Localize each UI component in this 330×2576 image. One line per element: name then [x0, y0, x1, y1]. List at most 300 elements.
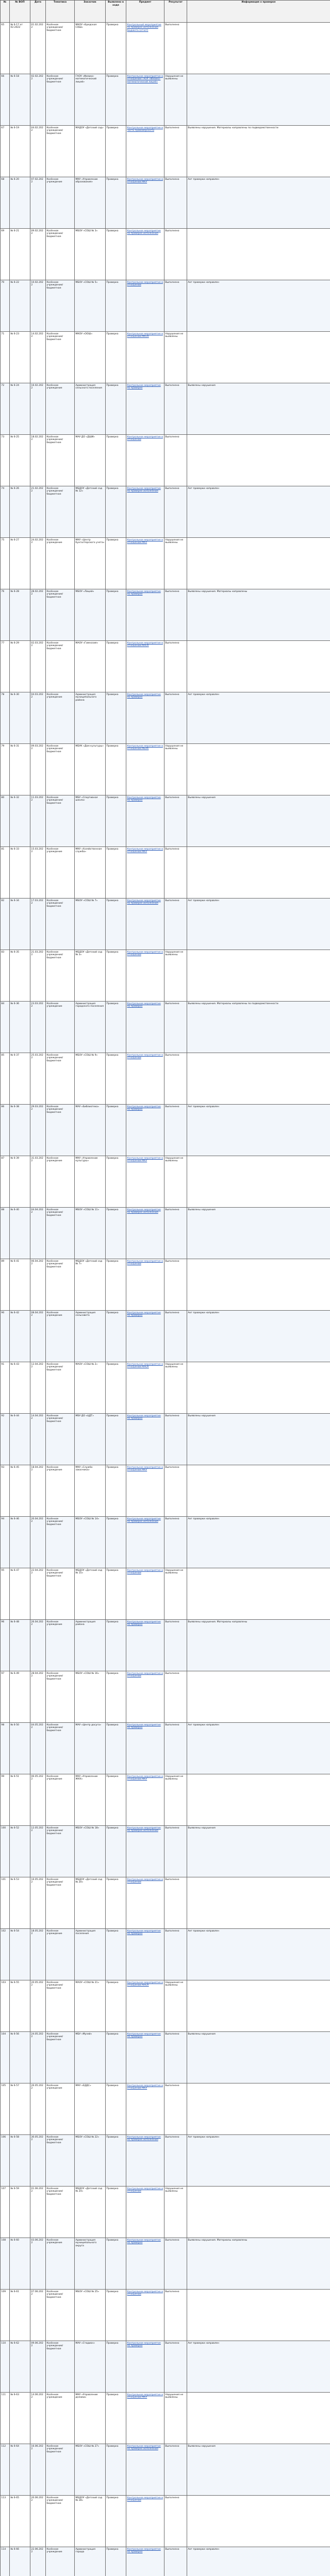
info-cell — [187, 1671, 330, 1723]
topic-cell: Казённое учреждение/ бюджетное — [46, 1105, 75, 1156]
subject-cell[interactable]: Контрольное мероприятие в отношении — [126, 2496, 164, 2547]
result-cell: Выполнено — [164, 1311, 187, 1362]
info-cell: Акт проверки направлен — [187, 1517, 330, 1568]
row-number: 90 — [1, 1311, 10, 1362]
found-cell: Проверка — [106, 589, 126, 641]
result-cell: Выполнено — [164, 1517, 187, 1568]
result-cell: Выполнено — [164, 2496, 187, 2547]
table-row — [1, 2187, 330, 2238]
info-cell — [187, 1465, 330, 1517]
result-cell: Выполнено — [164, 1929, 187, 1980]
date-cell: 11.03.2022 — [30, 795, 46, 847]
info-cell: Выявлены нарушения. Материалы направлены по подведомственности — [187, 126, 330, 177]
date-cell: 24.02.2022 — [30, 538, 46, 589]
subject-cell[interactable]: Контрольное мероприятие по проверке — [126, 589, 164, 641]
column-header: № ВОП — [10, 1, 30, 23]
date-cell: 14.06.2022 — [30, 2393, 46, 2444]
result-cell: Выполнено — [164, 1053, 187, 1105]
table-header-row — [1, 1, 330, 23]
subject-cell[interactable]: Контрольное мероприятие по проверке — [126, 1414, 164, 1465]
table-row — [1, 1002, 330, 1053]
date-cell: 01.06.2022 — [30, 2187, 46, 2238]
row-number: 101 — [1, 1877, 10, 1929]
subject-cell[interactable]: Контрольное мероприятие в отношении ГАОУ «Физико-математический лицей» — [126, 74, 164, 126]
customer-cell: МКУ «Служба заказчика» — [75, 1465, 106, 1517]
found-cell: Проверка — [106, 2187, 126, 2238]
table-row — [1, 486, 330, 538]
info-cell — [187, 2290, 330, 2341]
date-cell: 31.03.2022 — [30, 1156, 46, 1208]
subject-cell[interactable]: Контрольное мероприятие по проверке — [126, 692, 164, 744]
subject-cell[interactable]: Контрольное мероприятие по проверке — [126, 795, 164, 847]
found-cell: Проверка — [106, 1671, 126, 1723]
row-number: 81 — [1, 847, 10, 899]
date-cell: 21.02.2022 — [30, 486, 46, 538]
result-cell: Выполнено — [164, 2547, 187, 2576]
info-cell — [187, 1774, 330, 1826]
info-cell — [187, 23, 330, 74]
vop-number: № 6-38 — [10, 1105, 30, 1156]
topic-cell: Казённое учреждение/ бюджетное — [46, 2290, 75, 2341]
subject-cell[interactable]: Контрольное мероприятие по проверке исполнения — [126, 2135, 164, 2187]
customer-cell: МБОУ «СОШ № 16» — [75, 1671, 106, 1723]
row-number: 76 — [1, 589, 10, 641]
result-cell: Нарушения не выявлены — [164, 1980, 187, 2032]
date-cell: 03.06.2022 — [30, 2238, 46, 2290]
table-row — [1, 126, 330, 177]
table-row — [1, 2083, 330, 2135]
customer-cell: МКУ «Центр бухгалтерского учета» — [75, 538, 106, 589]
subject-cell[interactable]: Контрольное мероприятие в отношении МКУ — [126, 2393, 164, 2444]
topic-cell: Казённое учреждение/ бюджетное — [46, 1208, 75, 1259]
row-number: 82 — [1, 899, 10, 950]
date-cell: 04.05.2022 — [30, 1723, 46, 1774]
row-number: 98 — [1, 1723, 10, 1774]
customer-cell: Администрация сельсовета — [75, 1311, 106, 1362]
result-cell: Выполнено — [164, 229, 187, 280]
topic-cell: Казённое учреждение — [46, 1929, 75, 1980]
row-number: 80 — [1, 795, 10, 847]
vop-number: № 6-52 — [10, 1826, 30, 1877]
subject-cell[interactable]: Контрольное мероприятие в отношении МКУ — [126, 847, 164, 899]
info-cell: Акт проверки направлен — [187, 1311, 330, 1362]
subject-cell[interactable]: Контрольное мероприятие в отношении — [126, 2187, 164, 2238]
row-number: 69 — [1, 229, 10, 280]
topic-cell: Казённое учреждение — [46, 1465, 75, 1517]
customer-cell: МАОУ «СОШ № 21» — [75, 1980, 106, 2032]
subject-cell[interactable]: Контрольное мероприятие в отношении — [126, 2290, 164, 2341]
info-cell — [187, 1362, 330, 1414]
topic-cell: Казённое учреждение/ бюджетное — [46, 2444, 75, 2496]
customer-cell: МБДОУ «Детский сад № 24» — [75, 2187, 106, 2238]
date-cell: 12.05.2022 — [30, 1826, 46, 1877]
table-row — [1, 538, 330, 589]
info-cell: Выявлены нарушения — [187, 2444, 330, 2496]
vop-number: № 6-26 — [10, 486, 30, 538]
info-cell — [187, 74, 330, 126]
column-header: Выявлено в ходе — [106, 1, 126, 23]
subject-cell[interactable]: Контрольное мероприятие по проверке — [126, 2341, 164, 2393]
subject-cell[interactable]: Контрольное мероприятие по проверке — [126, 2238, 164, 2290]
table-row — [1, 2341, 330, 2393]
subject-cell[interactable]: Контрольное мероприятие в отношении МКУ — [126, 538, 164, 589]
subject-cell[interactable]: Контрольное мероприятие по проверке — [126, 1311, 164, 1362]
row-number: 71 — [1, 332, 10, 383]
row-number: 73 — [1, 435, 10, 486]
table-row — [1, 1568, 330, 1620]
vop-number: № 6-36 — [10, 1002, 30, 1053]
vop-number: № 6-30 — [10, 692, 30, 744]
table-row — [1, 1980, 330, 2032]
table-row — [1, 2032, 330, 2083]
topic-cell: Казённое учреждение/ бюджетное — [46, 435, 75, 486]
vop-number: № 6-34 — [10, 899, 30, 950]
row-number: 110 — [1, 2341, 10, 2393]
table-row — [1, 23, 330, 74]
info-cell — [187, 847, 330, 899]
customer-cell: МКОУ «Бредская СОШ» — [75, 23, 106, 74]
subject-cell[interactable]: Контрольное мероприятие в отношении — [126, 1053, 164, 1105]
subject-cell[interactable]: Контрольное мероприятие по проверке — [126, 1620, 164, 1671]
date-cell: 09.03.2022 — [30, 744, 46, 795]
row-number: 109 — [1, 2290, 10, 2341]
topic-cell: Казённое учреждение/ бюджетное — [46, 1671, 75, 1723]
customer-cell: МБДОУ «Детский сад № 20» — [75, 1877, 106, 1929]
info-cell: Выявлены нарушения. Материалы направлены по подведомственности — [187, 1002, 330, 1053]
table-row — [1, 1414, 330, 1465]
topic-cell: Казённое учреждение/ бюджетное — [46, 126, 75, 177]
customer-cell: МБОУ «Лицей» — [75, 589, 106, 641]
subject-cell[interactable]: Контрольное мероприятие в отношении МАОУ — [126, 1980, 164, 2032]
table-row — [1, 1826, 330, 1877]
table-row — [1, 435, 330, 486]
row-number: 100 — [1, 1826, 10, 1877]
topic-cell: Казённое учреждение/ бюджетное — [46, 2135, 75, 2187]
found-cell: Проверка — [106, 1105, 126, 1156]
found-cell: Проверка — [106, 1259, 126, 1311]
topic-cell: Казённое учреждение/ бюджетное — [46, 641, 75, 692]
customer-cell: Администрация города — [75, 2547, 106, 2576]
table-row — [1, 899, 330, 950]
subject-cell[interactable]: Контрольное мероприятие в отношении МКУ — [126, 1156, 164, 1208]
topic-cell: Казённое учреждение/ бюджетное — [46, 795, 75, 847]
table-row — [1, 1465, 330, 1517]
info-cell — [187, 229, 330, 280]
date-cell: 10.02.2022 — [30, 280, 46, 332]
found-cell: Проверка — [106, 1826, 126, 1877]
customer-cell: МБДОУ «Детский сад № 7» — [75, 1259, 106, 1311]
date-cell: 24.05.2022 — [30, 2032, 46, 2083]
subject-cell[interactable]: Контрольное мероприятие в отношении МКУ — [126, 1774, 164, 1826]
result-cell: Выполнено — [164, 1259, 187, 1311]
vop-number: № 6-20 — [10, 177, 30, 229]
date-cell: 18.05.2022 — [30, 1929, 46, 1980]
vop-number: № 6-63 — [10, 2393, 30, 2444]
date-cell: 04.04.2022 — [30, 1208, 46, 1259]
topic-cell: Казённое учреждение/ бюджетное — [46, 744, 75, 795]
vop-number: № 6-51 — [10, 1774, 30, 1826]
found-cell: Проверка — [106, 1156, 126, 1208]
result-cell: Выполнено — [164, 435, 187, 486]
subject-cell[interactable]: Контрольное мероприятие по проверке — [126, 2547, 164, 2576]
table-row — [1, 1517, 330, 1568]
row-number: 91 — [1, 1362, 10, 1414]
subject-cell[interactable]: Контрольное мероприятие в отношении — [126, 950, 164, 1002]
row-number: 87 — [1, 1156, 10, 1208]
subject-cell[interactable]: Контрольное мероприятие в отношении МКУ — [126, 177, 164, 229]
topic-cell: Казённое учреждение/ бюджетное — [46, 1259, 75, 1311]
date-cell: 09.02.2022 — [30, 229, 46, 280]
subject-cell[interactable]: Контрольное мероприятие по проверке — [126, 1002, 164, 1053]
customer-cell: МБОУ «СОШ № 14» — [75, 1517, 106, 1568]
column-header: Дата — [30, 1, 46, 23]
customer-cell: МАУ «Стадион» — [75, 2341, 106, 2393]
result-cell: Выполнено — [164, 899, 187, 950]
vop-number: № 6-21 — [10, 229, 30, 280]
found-cell: Проверка — [106, 2290, 126, 2341]
topic-cell: Казённое учреждение — [46, 692, 75, 744]
column-header: Предмет — [126, 1, 164, 23]
topic-cell: Казённое учреждение/ бюджетное — [46, 2187, 75, 2238]
info-cell: Выявлены нарушения. Материалы направлены — [187, 2238, 330, 2290]
row-number: 106 — [1, 2135, 10, 2187]
date-cell: 25.03.2022 — [30, 1053, 46, 1105]
table-row — [1, 383, 330, 435]
table-row — [1, 2444, 330, 2496]
info-cell — [187, 332, 330, 383]
info-cell: Акт проверки направлен — [187, 177, 330, 229]
topic-cell: Казённое учреждение/ бюджетное — [46, 950, 75, 1002]
customer-cell: МАОУ «Гимназия» — [75, 641, 106, 692]
found-cell: Проверка — [106, 383, 126, 435]
found-cell: Проверка — [106, 1620, 126, 1671]
customer-cell: МАОУ «СОШ № 2» — [75, 1362, 106, 1414]
info-cell: Акт проверки направлен — [187, 1723, 330, 1774]
table-row — [1, 2238, 330, 2290]
info-cell — [187, 1156, 330, 1208]
date-cell: 09.06.2022 — [30, 2341, 46, 2393]
subject-cell[interactable]: Контрольное мероприятие в отношении МАОУ — [126, 1362, 164, 1414]
found-cell: Проверка — [106, 177, 126, 229]
row-number: 65 — [1, 23, 10, 74]
subject-cell[interactable]: Контрольное мероприятие по проверке исполнения — [126, 1517, 164, 1568]
result-cell: Выполнено — [164, 1723, 187, 1774]
topic-cell: Казённое учреждение/ бюджетное — [46, 1053, 75, 1105]
found-cell: Проверка — [106, 2444, 126, 2496]
table-row — [1, 1620, 330, 1671]
customer-cell: МБОУ «СОШ № 5» — [75, 280, 106, 332]
date-cell: 20.06.2022 — [30, 2496, 46, 2547]
info-cell — [187, 2393, 330, 2444]
vop-number: № 6-46 — [10, 1517, 30, 1568]
table-row — [1, 950, 330, 1002]
info-cell: Акт проверки направлен — [187, 1105, 330, 1156]
topic-cell: Казённое учреждение/ бюджетное — [46, 1414, 75, 1465]
subject-cell[interactable]: Контрольное мероприятие в отношении МАОУ — [126, 641, 164, 692]
info-cell: Выявлены нарушения — [187, 1826, 330, 1877]
row-number: 114 — [1, 2547, 10, 2576]
subject-cell[interactable]: Контрольное мероприятие по проверке — [126, 1929, 164, 1980]
row-number: 103 — [1, 1980, 10, 2032]
result-cell: Нарушения не выявлены — [164, 74, 187, 126]
subject-cell[interactable]: Контрольное мероприятие в отношении МКУ — [126, 1465, 164, 1517]
date-cell: 26.04.2022 — [30, 1620, 46, 1671]
found-cell: Проверка — [106, 899, 126, 950]
found-cell: Проверка — [106, 2083, 126, 2135]
found-cell: Проверка — [106, 692, 126, 744]
result-cell: Выполнено — [164, 2290, 187, 2341]
customer-cell: Администрация района — [75, 1620, 106, 1671]
found-cell: Проверка — [106, 847, 126, 899]
date-cell: 18.04.2022 — [30, 1465, 46, 1517]
date-cell: 28.04.2022 — [30, 1671, 46, 1723]
result-cell: Выполнено — [164, 2135, 187, 2187]
subject-cell[interactable]: Контрольное мероприятие в отношении — [126, 280, 164, 332]
table-row — [1, 2135, 330, 2187]
subject-cell[interactable]: Контрольное мероприятие по проверке — [126, 383, 164, 435]
topic-cell: Казённое учреждение/ бюджетное — [46, 2496, 75, 2547]
topic-cell: Казённое учреждение — [46, 1156, 75, 1208]
topic-cell: Казённое учреждение/ бюджетное — [46, 2032, 75, 2083]
subject-cell[interactable]: Контрольное мероприятие по проверке — [126, 1105, 164, 1156]
result-cell: Выполнено — [164, 486, 187, 538]
vop-number: № 6-60 — [10, 2238, 30, 2290]
found-cell: Проверка — [106, 2496, 126, 2547]
customer-cell: МКУ «Управление культуры» — [75, 1156, 106, 1208]
vop-number: № 6-19 — [10, 126, 30, 177]
subject-cell[interactable]: Контрольное мероприятие по проверке исполнения — [126, 2444, 164, 2496]
row-number: 105 — [1, 2083, 10, 2135]
info-cell: Акт проверки направлен — [187, 2547, 330, 2576]
table-row — [1, 1105, 330, 1156]
topic-cell: Казённое учреждение/ бюджетное — [46, 486, 75, 538]
row-number: 96 — [1, 1620, 10, 1671]
subject-cell[interactable]: Контрольное мероприятие по проверке исполнения — [126, 899, 164, 950]
vop-number: № 6-18 — [10, 74, 30, 126]
subject-cell[interactable]: Контрольное мероприятие в отношении — [126, 1671, 164, 1723]
subject-cell[interactable]: Контрольное мероприятие в отношении — [126, 1259, 164, 1311]
subject-cell[interactable]: Контрольное мероприятие по проверке исполнения — [126, 1826, 164, 1877]
table-row — [1, 744, 330, 795]
customer-cell: Администрация поселения — [75, 1929, 106, 1980]
found-cell: Проверка — [106, 1002, 126, 1053]
row-number: 74 — [1, 486, 10, 538]
vop-number: № 6-35 — [10, 950, 30, 1002]
result-cell: Выполнено — [164, 2032, 187, 2083]
row-number: 78 — [1, 692, 10, 744]
topic-cell: Казённое учреждение — [46, 538, 75, 589]
date-cell: 28.02.2022 — [30, 589, 46, 641]
info-cell — [187, 950, 330, 1002]
info-cell — [187, 744, 330, 795]
subject-cell[interactable]: Контрольное мероприятие в отношении — [126, 1877, 164, 1929]
result-cell: Выполнено — [164, 2444, 187, 2496]
topic-cell: Казённое учреждение/ бюджетное — [46, 1568, 75, 1620]
subject-cell[interactable]: Контрольное мероприятие по проверке — [126, 2032, 164, 2083]
subject-cell[interactable]: Контрольное мероприятие в части правомерности — [126, 126, 164, 177]
row-number: 66 — [1, 74, 10, 126]
customer-cell: МБОУ «СОШ № 3» — [75, 229, 106, 280]
date-cell: 04.03.2022 — [30, 692, 46, 744]
table-row — [1, 1311, 330, 1362]
date-cell: 14.04.2022 — [30, 1414, 46, 1465]
vop-number: № 6-39 — [10, 1156, 30, 1208]
subject-cell[interactable]: Контрольное мероприятие по проверке исполнения — [126, 1208, 164, 1259]
info-cell — [187, 2187, 330, 2238]
found-cell: Проверка — [106, 2135, 126, 2187]
date-cell: 20.04.2022 — [30, 1517, 46, 1568]
table-row — [1, 1053, 330, 1105]
customer-cell: МБОУ «СОШ № 27» — [75, 2444, 106, 2496]
column-header: № — [1, 1, 10, 23]
info-cell — [187, 435, 330, 486]
customer-cell: МКУ «ЕДДС» — [75, 2083, 106, 2135]
topic-cell: Казённое учреждение/ бюджетное — [46, 589, 75, 641]
row-number: 89 — [1, 1259, 10, 1311]
found-cell: Проверка — [106, 2238, 126, 2290]
table-body — [1, 23, 330, 2576]
table-row — [1, 229, 330, 280]
topic-cell: Казённое учреждение — [46, 847, 75, 899]
topic-cell: Казённое учреждение — [46, 1620, 75, 1671]
topic-cell: Казённое учреждение/ бюджетное — [46, 1877, 75, 1929]
customer-cell: МКУ «Хозяйственная служба» — [75, 847, 106, 899]
info-cell — [187, 1053, 330, 1105]
found-cell: Проверка — [106, 1465, 126, 1517]
topic-cell: Казённое учреждение/ бюджетное — [46, 1980, 75, 2032]
date-cell: 20.05.2022 — [30, 1980, 46, 2032]
subject-cell[interactable]: Контрольное мероприятие в отношении МБУК — [126, 744, 164, 795]
topic-cell: Казённое учреждение/ бюджетное — [46, 74, 75, 126]
date-cell: 23.03.2022 — [30, 1002, 46, 1053]
subject-cell[interactable]: Контрольное мероприятие по проверке исполнения — [126, 229, 164, 280]
customer-cell: МБУ ДО «ЦДТ» — [75, 1414, 106, 1465]
customer-cell: МКУ «Управление делами» — [75, 2393, 106, 2444]
result-cell: Выполнено — [164, 847, 187, 899]
table-row — [1, 280, 330, 332]
info-cell — [187, 538, 330, 589]
customer-cell: Администрация муниципального округа — [75, 2238, 106, 2290]
customer-cell: МБДОУ «Детский сад № 15» — [75, 1568, 106, 1620]
subject-cell[interactable]: Контрольное мероприятие по проверке — [126, 1723, 164, 1774]
subject-cell[interactable]: Контрольное мероприятие по проверке исполнения — [126, 486, 164, 538]
vop-number: № 6-64 — [10, 2444, 30, 2496]
vop-number: № 6-62 — [10, 2341, 30, 2393]
result-cell: Выполнено — [164, 1826, 187, 1877]
row-number: 72 — [1, 383, 10, 435]
found-cell: Проверка — [106, 2393, 126, 2444]
table-row — [1, 1156, 330, 1208]
subject-cell[interactable]: Контрольный мероприятие по проверке исполнения бюджета (отчет) — [126, 23, 164, 74]
subject-cell[interactable]: Контрольное мероприятие в отношении МКОУ — [126, 332, 164, 383]
topic-cell: Казённое учреждение/ бюджетное — [46, 2341, 75, 2393]
customer-cell: Администрация сельского поселения — [75, 383, 106, 435]
column-header: Заказчик — [75, 1, 106, 23]
vop-number: № 6-45 — [10, 1465, 30, 1517]
date-cell: 15.03.2022 — [30, 847, 46, 899]
info-cell: Выявлены нарушения — [187, 1414, 330, 1465]
subject-cell[interactable]: Контрольное мероприятие в отношении — [126, 1568, 164, 1620]
info-cell: Акт проверки направлен — [187, 692, 330, 744]
vop-number: № 6-48 — [10, 1620, 30, 1671]
row-number: 79 — [1, 744, 10, 795]
row-number: 77 — [1, 641, 10, 692]
customer-cell: МБУ «Музей» — [75, 2032, 106, 2083]
subject-cell[interactable]: Контрольное мероприятие в отношении — [126, 435, 164, 486]
vop-number: № 6-42 — [10, 1311, 30, 1362]
subject-cell[interactable]: Контрольное мероприятие в отношении МКУ — [126, 2083, 164, 2135]
topic-cell: Казённое учреждение/ бюджетное — [46, 229, 75, 280]
